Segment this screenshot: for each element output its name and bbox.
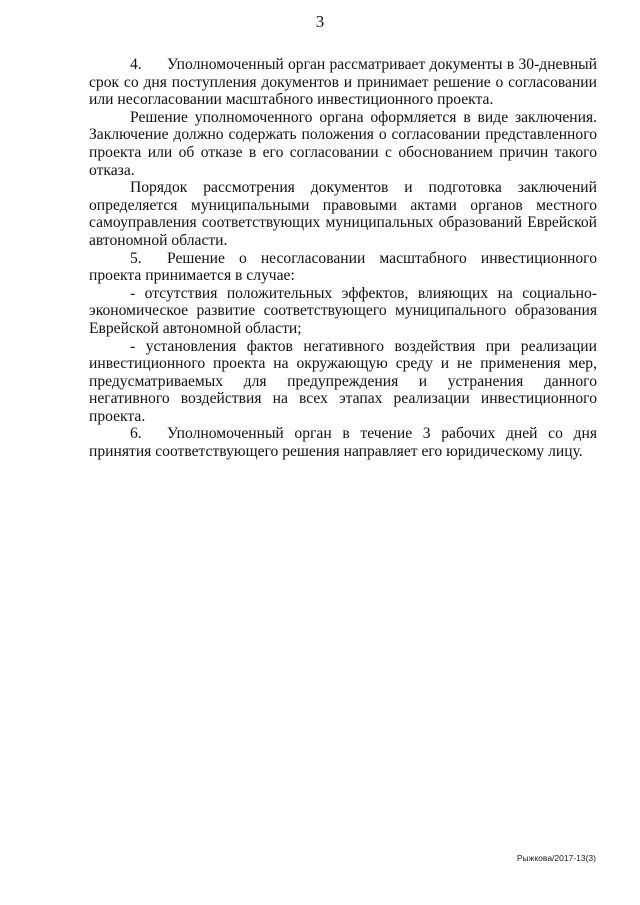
- document-body: [89, 56, 597, 461]
- page-number: 3: [315, 12, 325, 31]
- paragraph-text: - отсутствия положительных эффектов, влияющих на социально-экономическое развитие соответствующего муниципального образования Еврейской автономной области;: [89, 284, 597, 337]
- paragraph-text: Решение уполномоченного органа оформляется в виде заключения. Заключение должно содержать положения о согласовании представленного проекта или об отказе в его согласовании с обоснованием причин такого отказа.: [89, 108, 597, 179]
- paragraph-procedure: [89, 179, 597, 249]
- paragraph-6: [89, 425, 597, 460]
- footer-document-code: Рыжкова/2017-13(3): [516, 853, 596, 863]
- paragraph-text: Уполномоченный орган в течение 3 рабочих дней со дня принятия соответствующего решения направляет его юридическому лицу.: [89, 425, 597, 461]
- paragraph-5: [89, 250, 597, 285]
- paragraph-number: 6.: [130, 425, 142, 443]
- paragraph-text: - установления фактов негативного воздействия при реализации инвестиционного проекта на окружающую среду и не применения мер, предусматриваемых для предупреждения и устранения данного негативного воздействия на всех этапах реализации инвестиционного проекта.: [89, 337, 597, 425]
- paragraph-number: 4.: [130, 56, 142, 73]
- paragraph-text: Уполномоченный орган рассматривает документы в 30-дневный срок со дня поступления документов и принимает решение о согласовании или несогласовании масштабного инвестиционного проекта.: [89, 56, 597, 109]
- list-item-no-effects: [89, 285, 597, 338]
- paragraph-text: Порядок рассмотрения документов и подготовка заключений определяется муниципальными правовыми актами органов местного самоуправления соответствующих муниципальных образований Еврейской автономной области.: [89, 179, 597, 249]
- paragraph-4: [89, 56, 597, 109]
- paragraph-text: Решение о несогласовании масштабного инвестиционного проекта принимается в случае:: [89, 249, 597, 285]
- paragraph-conclusion: [89, 109, 597, 179]
- list-item-negative-impact: [89, 338, 597, 426]
- paragraph-number: 5.: [130, 249, 142, 267]
